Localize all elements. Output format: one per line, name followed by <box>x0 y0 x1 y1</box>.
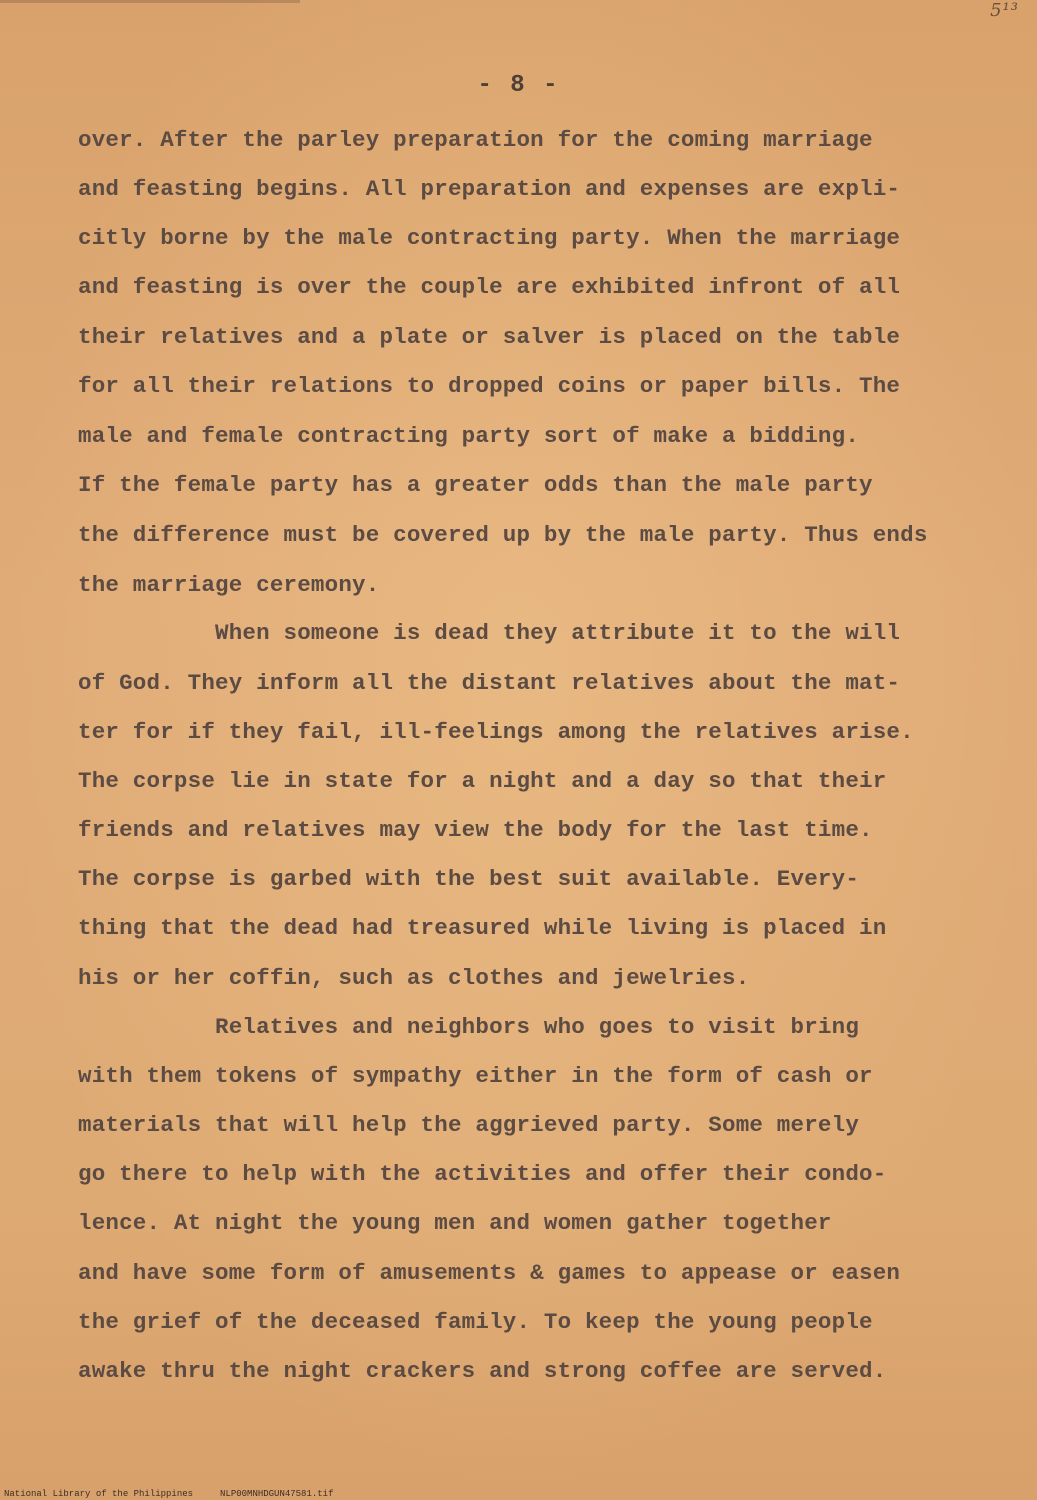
text-line: over. After the parley preparation for the coming marriage <box>78 127 873 153</box>
text-line: the grief of the deceased family. To keep the young people <box>78 1309 873 1335</box>
scan-footer <box>4 1489 333 1499</box>
text-line: their relatives and a plate or salver is placed on the table <box>78 324 901 350</box>
text-line: go there to help with the activities and offer their condo- <box>78 1161 887 1187</box>
text-line: lence. At night the young men and women gather together <box>78 1210 832 1236</box>
text-line: and have some form of amusements & games to appease or easen <box>78 1260 901 1286</box>
text-line: male and female contracting party sort of make a bidding. <box>78 423 860 449</box>
top-edge-rule <box>0 0 300 3</box>
text-line: The corpse is garbed with the best suit available. Every- <box>78 866 860 892</box>
text-line: with them tokens of sympathy either in the form of cash or <box>78 1063 873 1089</box>
text-line: The corpse lie in state for a night and a day so that their <box>78 768 887 794</box>
text-line: materials that will help the aggrieved party. Some merely <box>78 1112 860 1138</box>
text-line: for all their relations to dropped coins or paper bills. The <box>78 373 901 399</box>
text-line: awake thru the night crackers and strong coffee are served. <box>78 1358 887 1384</box>
text-line: If the female party has a greater odds than the male party <box>78 472 873 498</box>
text-line: friends and relatives may view the body for the last time. <box>78 817 873 843</box>
text-line: When someone is dead they attribute it to the will <box>78 620 901 646</box>
text-line: citly borne by the male contracting party. When the marriage <box>78 225 901 251</box>
text-line: of God. They inform all the distant relatives about the mat- <box>78 670 901 696</box>
footer-filename: NLP00MNHDGUN47581.tif <box>220 1489 334 1499</box>
text-line: the difference must be covered up by the male party. Thus ends <box>78 522 928 548</box>
corner-page-mark: 5¹³ <box>990 0 1019 21</box>
text-line: thing that the dead had treasured while living is placed in <box>78 915 887 941</box>
text-line: and feasting is over the couple are exhibited infront of all <box>78 274 901 300</box>
text-line: the marriage ceremony. <box>78 572 380 598</box>
text-line: his or her coffin, such as clothes and jewelries. <box>78 965 750 991</box>
text-line: Relatives and neighbors who goes to visit bring <box>78 1014 860 1040</box>
text-line: ter for if they fail, ill-feelings among the relatives arise. <box>78 719 914 745</box>
text-line: and feasting begins. All preparation and expenses are expli- <box>78 176 901 202</box>
footer-library: National Library of the Philippines <box>4 1489 194 1499</box>
page-number: - 8 - <box>477 72 560 99</box>
